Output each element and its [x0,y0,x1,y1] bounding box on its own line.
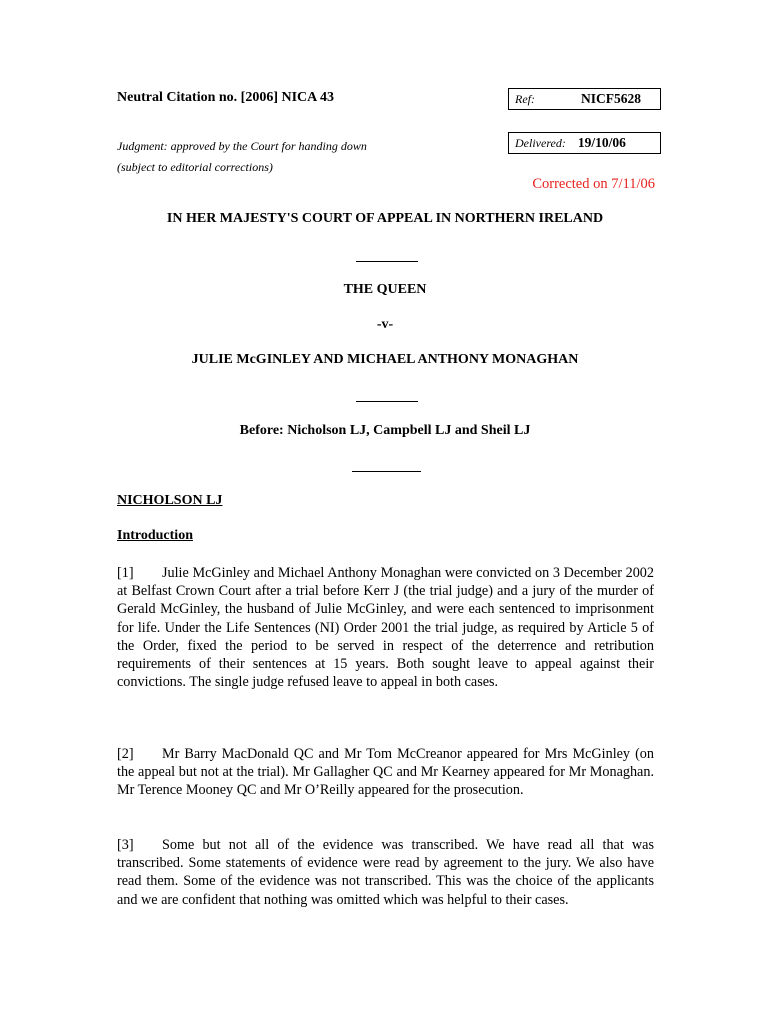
approval-line-1: Judgment: approved by the Court for handing down [117,139,367,153]
party-plaintiff: THE QUEEN [343,282,427,297]
delivered-box [508,132,661,154]
ref-value: NICF5628 [581,91,641,106]
paragraph-number: [1] [117,565,134,581]
section-heading: Introduction [117,528,193,543]
ref-box [508,88,661,110]
party-defendants: JULIE McGINLEY AND MICHAEL ANTHONY MONAGHAN [191,352,579,367]
paragraph-number: [2] [117,746,134,762]
versus: -v- [376,317,394,332]
paragraph-text: Julie McGinley and Michael Anthony Monaghan were convicted on 3 December 2002 at Belfast Crown Court after a trial before Kerr J (the trial judge) and a jury of the murder of Gerald McGinley, the husband of Julie McGinley, and were each sentenced to imprisonment for life. Under the Life Sentences (NI) Order 2001 the trial judge, as required by Article 5 of the Order, fixed the period to be served in respect of the deterrence and retribution requirements of their sentences at 15 years. Both sought leave to appeal against their convictions. The single judge refused leave to appeal in both cases. [117,565,654,691]
delivered-label: Delivered: [515,135,566,150]
neutral-citation: Neutral Citation no. [2006] NICA 43 [117,90,334,105]
divider-1 [356,261,418,262]
approval-line-2: (subject to editorial corrections) [117,160,273,174]
divider-2 [356,401,418,402]
paragraph-text: Some but not all of the evidence was transcribed. We have read all that was transcribed. Some statements of evidence were read by agreement to the jury. We also have read them. Some of the evidence was not transcribed. This was the choice of the applicants and we are confident that nothing was omitted which was helpful to their cases. [117,837,654,908]
divider-3 [352,471,421,472]
ref-label: Ref: [515,91,535,106]
court-title: IN HER MAJESTY'S COURT OF APPEAL IN NORTHERN IRELAND [166,211,604,226]
corrected-note: Corrected on 7/11/06 [532,176,655,192]
judge-heading: NICHOLSON LJ [117,493,223,508]
delivered-value: 19/10/06 [577,135,626,150]
paragraph-3 [117,836,654,909]
paragraph-text: Mr Barry MacDonald QC and Mr Tom McCreanor appeared for Mrs McGinley (on the appeal but not at the trial). Mr Gallagher QC and Mr Kearney appeared for Mr Monaghan. Mr Terence Mooney QC and Mr O’Reilly appeared for the prosecution. [117,746,654,799]
paragraph-number: [3] [117,837,134,853]
bench: Before: Nicholson LJ, Campbell LJ and Sheil LJ [239,423,531,438]
paragraph-1 [117,564,654,691]
approval-note [117,136,367,178]
paragraph-2 [117,745,654,800]
